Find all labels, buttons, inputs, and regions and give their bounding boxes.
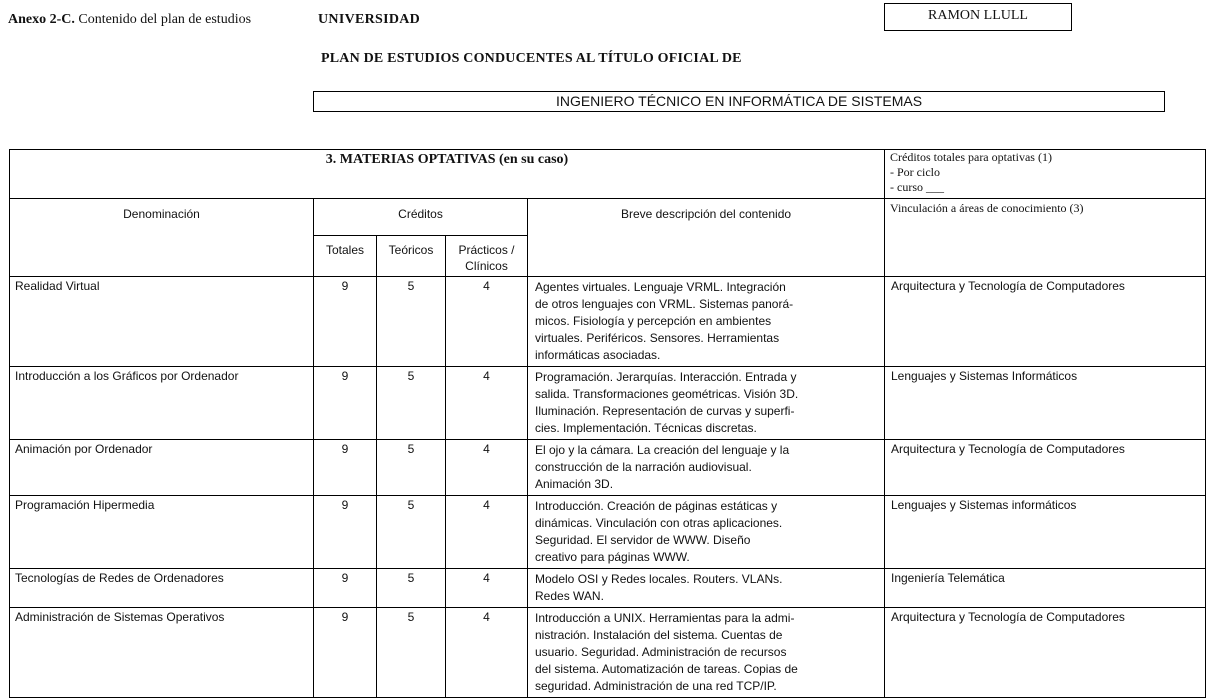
description-line: nistración. Instalación del sistema. Cuentas de bbox=[535, 628, 783, 642]
credits-total: 9 bbox=[314, 569, 377, 608]
total-credits-line: Créditos totales para optativas (1) bbox=[890, 150, 1052, 164]
section-title: 3. MATERIAS OPTATIVAS (en su caso) bbox=[10, 150, 885, 199]
subject-description bbox=[528, 608, 885, 698]
table-row bbox=[10, 608, 1206, 698]
per-cycle-line: - Por ciclo bbox=[890, 165, 940, 179]
university-label: UNIVERSIDAD bbox=[318, 12, 421, 27]
description-line: micos. Fisiología y percepción en ambientes bbox=[535, 314, 772, 328]
col-teoricos: Teóricos bbox=[377, 236, 446, 277]
plan-title: PLAN DE ESTUDIOS CONDUCENTES AL TÍTULO OFICIAL DE bbox=[321, 51, 742, 66]
subject-name: Realidad Virtual bbox=[10, 277, 314, 367]
credits-theory: 5 bbox=[377, 277, 446, 367]
col-totales: Totales bbox=[314, 236, 377, 277]
credits-theory: 5 bbox=[377, 608, 446, 698]
description-line: Iluminación. Representación de curvas y superfi- bbox=[535, 404, 795, 418]
subject-name: Tecnologías de Redes de Ordenadores bbox=[10, 569, 314, 608]
description-line: Programación. Jerarquías. Interacción. Entrada y bbox=[535, 370, 797, 384]
description-line: Agentes virtuales. Lenguaje VRML. Integración bbox=[535, 280, 786, 294]
table-row bbox=[10, 496, 1206, 569]
credits-total: 9 bbox=[314, 367, 377, 440]
description-line: salida. Transformaciones geométricas. Visión 3D. bbox=[535, 387, 799, 401]
col-descripcion: Breve descripción del contenido bbox=[528, 199, 885, 277]
credits-total: 9 bbox=[314, 440, 377, 496]
table-row bbox=[10, 569, 1206, 608]
knowledge-area: Lenguajes y Sistemas informáticos bbox=[885, 496, 1206, 569]
subject-description bbox=[528, 367, 885, 440]
knowledge-area: Arquitectura y Tecnología de Computadores bbox=[885, 440, 1206, 496]
description-line: construcción de la narración audiovisual. bbox=[535, 460, 752, 474]
subject-name: Programación Hipermedia bbox=[10, 496, 314, 569]
credits-theory: 5 bbox=[377, 569, 446, 608]
description-line: cies. Implementación. Técnicas discretas. bbox=[535, 421, 757, 435]
col-practicos: Prácticos / Clínicos bbox=[446, 236, 528, 277]
description-line: Redes WAN. bbox=[535, 589, 604, 603]
credits-total: 9 bbox=[314, 608, 377, 698]
subject-name: Animación por Ordenador bbox=[10, 440, 314, 496]
subject-name: Introducción a los Gráficos por Ordenador bbox=[10, 367, 314, 440]
description-line: virtuales. Periféricos. Sensores. Herramientas bbox=[535, 331, 780, 345]
description-line: informáticas asociadas. bbox=[535, 348, 661, 362]
subject-description bbox=[528, 569, 885, 608]
university-name-box: RAMON LLULL bbox=[884, 3, 1072, 31]
per-course-line: - curso ___ bbox=[890, 180, 944, 194]
col-vinculacion: Vinculación a áreas de conocimiento (3) bbox=[885, 199, 1206, 277]
total-credits-cell bbox=[885, 150, 1206, 199]
credits-practice: 4 bbox=[446, 277, 528, 367]
description-line: Introducción a UNIX. Herramientas para la admi- bbox=[535, 611, 795, 625]
degree-title-box: INGENIERO TÉCNICO EN INFORMÁTICA DE SISTEMAS bbox=[313, 91, 1165, 112]
description-line: Animación 3D. bbox=[535, 477, 614, 491]
credits-practice: 4 bbox=[446, 440, 528, 496]
table-row bbox=[10, 367, 1206, 440]
knowledge-area: Arquitectura y Tecnología de Computadores bbox=[885, 277, 1206, 367]
annex-prefix: Anexo 2-C. bbox=[8, 12, 75, 27]
table-row bbox=[10, 277, 1206, 367]
subject-description bbox=[528, 440, 885, 496]
description-line: seguridad. Administración de una red TCP/IP. bbox=[535, 679, 777, 693]
credits-theory: 5 bbox=[377, 367, 446, 440]
description-line: dinámicas. Vinculación con otras aplicaciones. bbox=[535, 516, 783, 530]
description-line: Seguridad. El servidor de WWW. Diseño bbox=[535, 533, 751, 547]
annex-heading bbox=[8, 12, 251, 28]
col-denominacion: Denominación bbox=[10, 199, 314, 277]
credits-practice: 4 bbox=[446, 367, 528, 440]
credits-total: 9 bbox=[314, 277, 377, 367]
credits-practice: 4 bbox=[446, 496, 528, 569]
knowledge-area: Lenguajes y Sistemas Informáticos bbox=[885, 367, 1206, 440]
subject-name: Administración de Sistemas Operativos bbox=[10, 608, 314, 698]
credits-practice: 4 bbox=[446, 608, 528, 698]
knowledge-area: Ingeniería Telemática bbox=[885, 569, 1206, 608]
subject-description bbox=[528, 277, 885, 367]
description-line: Modelo OSI y Redes locales. Routers. VLANs. bbox=[535, 572, 783, 586]
credits-practice: 4 bbox=[446, 569, 528, 608]
credits-total: 9 bbox=[314, 496, 377, 569]
knowledge-area: Arquitectura y Tecnología de Computadores bbox=[885, 608, 1206, 698]
description-line: usuario. Seguridad. Administración de recursos bbox=[535, 645, 787, 659]
col-creditos: Créditos bbox=[314, 199, 528, 236]
description-line: creativo para páginas WWW. bbox=[535, 550, 690, 564]
description-line: del sistema. Automatización de tareas. Copias de bbox=[535, 662, 798, 676]
description-line: de otros lenguajes con VRML. Sistemas panorá- bbox=[535, 297, 794, 311]
description-line: El ojo y la cámara. La creación del lenguaje y la bbox=[535, 443, 790, 457]
annex-text: Contenido del plan de estudios bbox=[74, 12, 252, 27]
description-line: Introducción. Creación de páginas estáticas y bbox=[535, 499, 778, 513]
optional-subjects-table bbox=[9, 149, 1206, 698]
subject-description bbox=[528, 496, 885, 569]
table-row bbox=[10, 440, 1206, 496]
credits-theory: 5 bbox=[377, 440, 446, 496]
credits-theory: 5 bbox=[377, 496, 446, 569]
